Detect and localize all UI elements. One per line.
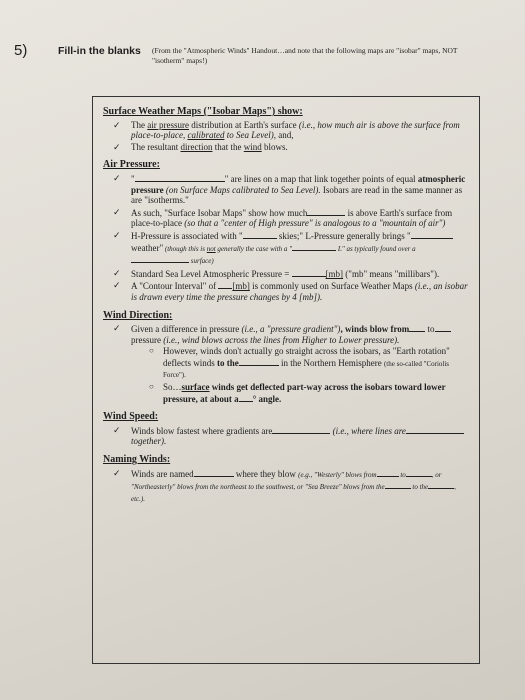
check-icon: ✓	[113, 424, 121, 435]
fill-blank[interactable]	[194, 468, 234, 477]
fill-blank[interactable]	[435, 323, 451, 332]
sub-item: ○ So…surface winds get deflected part-way across the isobars toward lower pressure, at about a ° angle.	[149, 382, 446, 404]
fill-blank[interactable]	[428, 480, 454, 489]
fill-blank[interactable]	[239, 357, 279, 366]
check-icon: ✓	[113, 467, 121, 478]
fill-blank[interactable]	[406, 468, 432, 477]
fill-blank[interactable]	[239, 393, 253, 402]
list-item: ✓ The resultant direction that the wind blows.	[113, 141, 288, 152]
question-number: 5)	[14, 42, 28, 59]
worksheet-box	[92, 96, 480, 664]
question-title: Fill-in the blanks	[58, 45, 141, 57]
circle-bullet-icon: ○	[149, 382, 154, 392]
list-item: ✓ The air pressure distribution at Earth's surface (i.e., how much air is above the surface from place-to-place, calibrated to Sea Level), and,	[113, 119, 460, 141]
check-icon: ✓	[113, 206, 121, 217]
fill-blank[interactable]	[218, 280, 232, 289]
list-item: ✓ " " are lines on a map that link together points of equal atmospheric pressure (on Surface Maps calibrated to Sea Level). Isobars are read in the same manner as are "isotherms."	[113, 172, 466, 206]
list-item: ✓ Given a difference in pressure (i.e., a "pressure gradient"), winds blow from to pressure (i.e., wind blows across the lines from Higher to Lower pressure).	[103, 323, 469, 345]
list-item: ✓ Winds are named where they blow (e.g., "Westerly" blows from to , or "Northeasterly" blows from the northeast to the southwest, or "Sea Breeze" blows from the to the , etc.).	[113, 467, 456, 503]
section-heading-wind-speed: Wind Speed:	[103, 411, 159, 423]
check-icon: ✓	[113, 323, 121, 334]
fill-blank[interactable]	[409, 323, 425, 332]
fill-blank[interactable]	[292, 268, 326, 277]
list-item: ✓ As such, "Surface Isobar Maps" show how much is above Earth's surface from place-to-place (so that a "center of High pressure" is analogous to a "mountain of air")	[113, 206, 453, 229]
fill-blank[interactable]	[292, 242, 336, 251]
list-item: ✓ H-Pressure is associated with " skies;" L-Pressure generally brings " weather" (though this is not generally the case with a " L" as typically found over a surface)	[103, 230, 469, 267]
fill-blank[interactable]	[385, 480, 411, 489]
question-note: (From the "Atmospheric Winds" Handout…and note that the following maps are "isobar" maps, NOT "isotherm" maps!)	[152, 46, 458, 65]
section-heading-surface: Surface Weather Maps ("Isobar Maps") show:	[103, 106, 303, 117]
section-heading-naming-winds: Naming Winds:	[103, 454, 171, 466]
check-icon: ✓	[113, 267, 121, 278]
fill-blank[interactable]	[307, 207, 345, 216]
sub-item: ○ However, winds don't actually go straight across the isobars, as "Earth rotation" deflects winds to the in the Northern Hemisphere (the so-called "Coriolis Force").	[149, 346, 450, 380]
fill-blank[interactable]	[243, 230, 277, 239]
fill-blank[interactable]	[131, 254, 189, 263]
fill-blank[interactable]	[406, 425, 464, 434]
check-icon: ✓	[113, 280, 121, 291]
section-heading-wind-direction: Wind Direction:	[103, 309, 173, 321]
check-icon: ✓	[113, 141, 121, 152]
fill-blank[interactable]	[377, 468, 399, 477]
list-item: ✓ A "Contour Interval" of [mb] is commonly used on Surface Weather Maps (i.e., an isobar is drawn every time the pressure changes by 4 [mb]).	[113, 280, 468, 302]
list-item: ✓ Standard Sea Level Atmospheric Pressure = [mb] ("mb" means "millibars").	[113, 267, 440, 279]
circle-bullet-icon: ○	[149, 346, 154, 356]
fill-blank[interactable]	[272, 425, 330, 434]
fill-blank[interactable]	[411, 230, 453, 239]
fill-blank[interactable]	[135, 173, 225, 182]
check-icon: ✓	[113, 119, 121, 130]
section-heading-air-pressure: Air Pressure:	[103, 159, 160, 171]
check-icon: ✓	[113, 229, 121, 240]
list-item: ✓ Winds blow fastest where gradients are (i.e., where lines are together).	[103, 425, 469, 447]
check-icon: ✓	[113, 172, 121, 183]
